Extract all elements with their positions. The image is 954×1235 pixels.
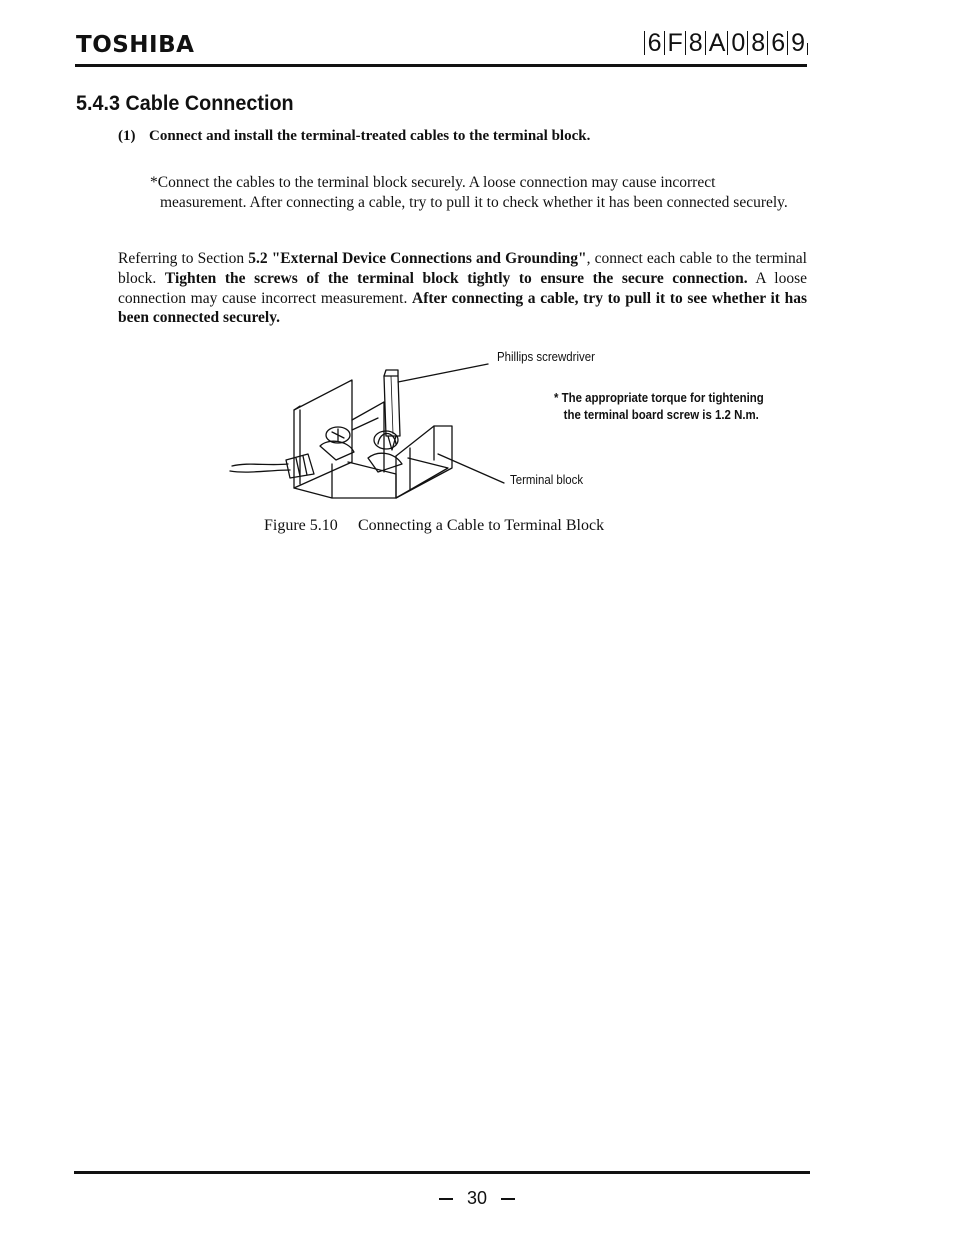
figure-caption (264, 517, 604, 535)
torque-note (554, 389, 764, 423)
step-number: (1) (118, 128, 136, 144)
terminal-block-illustration (228, 340, 668, 510)
doc-char: 6 (767, 31, 787, 55)
para-text: , connect each cable to the terminal block. (118, 250, 807, 287)
pull-check-instruction: After connecting a cable, try to pull it to see whether it has been connected securely. (118, 289, 807, 327)
tighten-instruction: Tighten the screws of the terminal block tightly to ensure the secure connection. (164, 269, 748, 287)
page-number-value: 30 (466, 1188, 488, 1208)
screwdriver-leader-line (398, 364, 488, 382)
doc-char: F (664, 31, 685, 55)
torque-line-1: * The appropriate torque for tightening (554, 390, 764, 405)
dash-left (439, 1198, 453, 1200)
figure-title: Connecting a Cable to Terminal Block (358, 517, 605, 534)
terminal-block-icon (294, 380, 352, 488)
caution-note (150, 173, 807, 213)
doc-char: 0 (727, 31, 747, 55)
doc-char: 8 (747, 31, 767, 55)
screwdriver-label: Phillips screwdriver (497, 349, 595, 364)
header-rule (75, 64, 807, 67)
doc-char: 9 (787, 31, 807, 55)
note-line-1: *Connect the cables to the terminal block securely. A loose connection may cause incorrect (150, 174, 716, 191)
body-paragraph (118, 249, 807, 328)
torque-line-2: the terminal board screw is 1.2 N.m. (563, 407, 759, 422)
para-text: Referring to Section (118, 250, 249, 267)
section-reference: 5.2 "External Device Connections and Grounding" (248, 250, 587, 267)
page-number (0, 1188, 954, 1209)
document-number (644, 31, 808, 55)
note-line-2: measurement. After connecting a cable, try to pull it to check whether it has been connected securely. (160, 193, 788, 211)
footer-rule (74, 1171, 810, 1174)
doc-char: A (705, 31, 728, 55)
terminal-block-label: Terminal block (510, 472, 584, 487)
section-title: 5.4.3 Cable Connection (76, 91, 294, 115)
cable-icon (232, 464, 288, 466)
dash-right (501, 1198, 515, 1200)
step-text: Connect and install the terminal-treated cables to the terminal block. (149, 128, 591, 144)
para-text: A loose connection may cause incorrect measurement. (118, 269, 808, 307)
step-heading (118, 128, 590, 145)
doc-char: 6 (644, 31, 664, 55)
brand-logo: TOSHIBA (76, 32, 195, 58)
doc-number-end-tick (807, 43, 808, 55)
figure-number: Figure 5.10 (264, 517, 338, 534)
doc-char: 8 (685, 31, 705, 55)
